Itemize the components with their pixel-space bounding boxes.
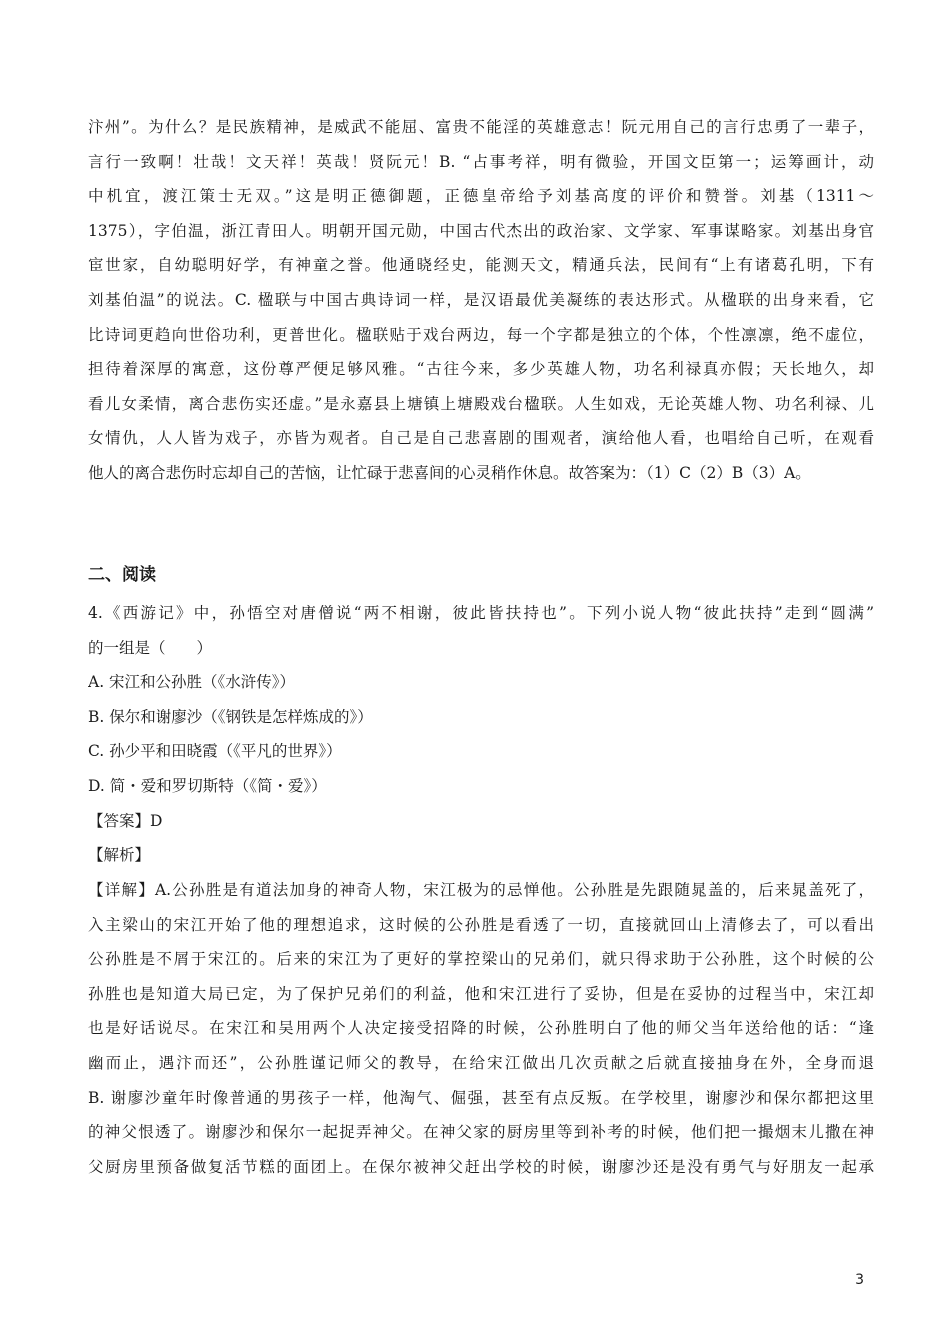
paragraph-line: B. 谢廖沙童年时像普通的男孩子一样，他淘气、倔强，甚至有点反叛。在学校里，谢廖沙和保尔都把这里 [88, 1088, 874, 1107]
paragraph-line: 宦世家，自幼聪明好学，有神童之誉。他通晓经史，能测天文，精通兵法，民间有“上有诸葛孔明，下有 [88, 256, 874, 275]
paragraph-line: 担待着深厚的寓意，这份尊严便足够风雅。“古往今来，多少英雄人物，功名利禄真亦假；天长地久，却 [88, 360, 874, 379]
question-stem-line: 的一组是（ ） [88, 638, 213, 657]
paragraph-line: 1375），字伯温，浙江青田人。明朝开国元勋，中国古代杰出的政治家、文学家、军事谋略家。刘基出身官 [88, 221, 874, 240]
question-block [88, 596, 874, 873]
analysis-label: 【解析】 [88, 846, 151, 865]
paragraph-line: 也是好话说尽。在宋江和吴用两个人决定接受招降的时候，公孙胜明白了他的师父当年送给他的话：“逢 [88, 1019, 874, 1038]
detail-paragraph [88, 873, 874, 1184]
paragraph-line: 言行一致啊！壮哉！文天祥！英哉！贤阮元！B. “占事考祥，明有微验，开国文臣第一；运筹画计，动 [88, 152, 874, 171]
section-heading: 二、阅读 [88, 565, 156, 585]
paragraph-line: 汴州”。为什么？是民族精神，是威武不能屈、富贵不能淫的英雄意志！阮元用自己的言行忠勇了一辈子， [88, 118, 874, 136]
paragraph-line: 中机宜，渡江策士无双。”这是明正德御题，正德皇帝给予刘基高度的评价和赞誉。刘基（1311～ [88, 187, 874, 206]
option-c: C. 孙少平和田晓霞（《平凡的世界》） [88, 742, 342, 761]
paragraph-line: 幽而止，遇汴而还”，公孙胜谨记师父的教导，在给宋江做出几次贡献之后就直接抽身在外，全身而退 [88, 1053, 874, 1072]
option-b: B. 保尔和谢廖沙（《钢铁是怎样炼成的》） [88, 707, 373, 726]
paragraph-line: 公孙胜是不屑于宋江的。后来的宋江为了更好的掌控梁山的兄弟们，就只得求助于公孙胜，这个时候的公 [88, 950, 874, 969]
paragraph-line: 他人的离合悲伤时忘却自己的苦恼，让忙碌于悲喜间的心灵稍作休息。故答案为：（1）C（2）B（3）A。 [88, 463, 811, 482]
paragraph-line: 看儿女柔情，离合悲伤实还虚。”是永嘉县上塘镇上塘殿戏台楹联。人生如戏，无论英雄人物、功名利禄、儿 [88, 394, 874, 413]
paragraph-line: 【详解】A.公孙胜是有道法加身的神奇人物，宋江极为的忌惮他。公孙胜是先跟随晁盖的，后来晁盖死了， [88, 881, 874, 899]
paragraph-line: 刘基伯温”的说法。C. 楹联与中国古典诗词一样，是汉语最优美凝练的表达形式。从楹联的出身来看，它 [88, 290, 874, 309]
option-d: D. 简・爱和罗切斯特（《简・爱》） [88, 776, 327, 795]
option-a: A. 宋江和公孙胜（《水浒传》） [88, 673, 296, 692]
paragraph-line: 父厨房里预备做复活节糕的面团上。在保尔被神父赶出学校的时候，谢廖沙还是没有勇气与好朋友一起承 [88, 1157, 874, 1176]
paragraph-line: 比诗词更趋向世俗功利，更普世化。楹联贴于戏台两边，每一个字都是独立的个体，个性凛凛，绝不虚位， [88, 325, 874, 344]
page-number: 3 [855, 1272, 864, 1288]
answer-line: 【答案】D [88, 811, 163, 830]
paragraph-line: 女情仇，人人皆为戏子，亦皆为观者。自己是自己悲喜剧的围观者，演给他人看，也唱给自己听，在观看 [88, 429, 874, 448]
continuation-paragraph [88, 110, 874, 491]
paragraph-line: 的神父恨透了。谢廖沙和保尔一起捉弄神父。在神父家的厨房里等到补考的时候，他们把一撮烟末儿撒在神 [88, 1123, 874, 1142]
question-stem-line: 4.《西游记》中，孙悟空对唐僧说“两不相谢，彼此皆扶持也”。下列小说人物“彼此扶持”走到“圆满” [88, 604, 874, 622]
paragraph-line: 孙胜也是知道大局已定，为了保护兄弟们的利益，他和宋江进行了妥协，但是在妥协的过程当中，宋江却 [88, 984, 874, 1003]
paragraph-line: 入主梁山的宋江开始了他的理想追求，这时候的公孙胜是看透了一切，直接就回山上清修去了，可以看出 [88, 915, 874, 934]
